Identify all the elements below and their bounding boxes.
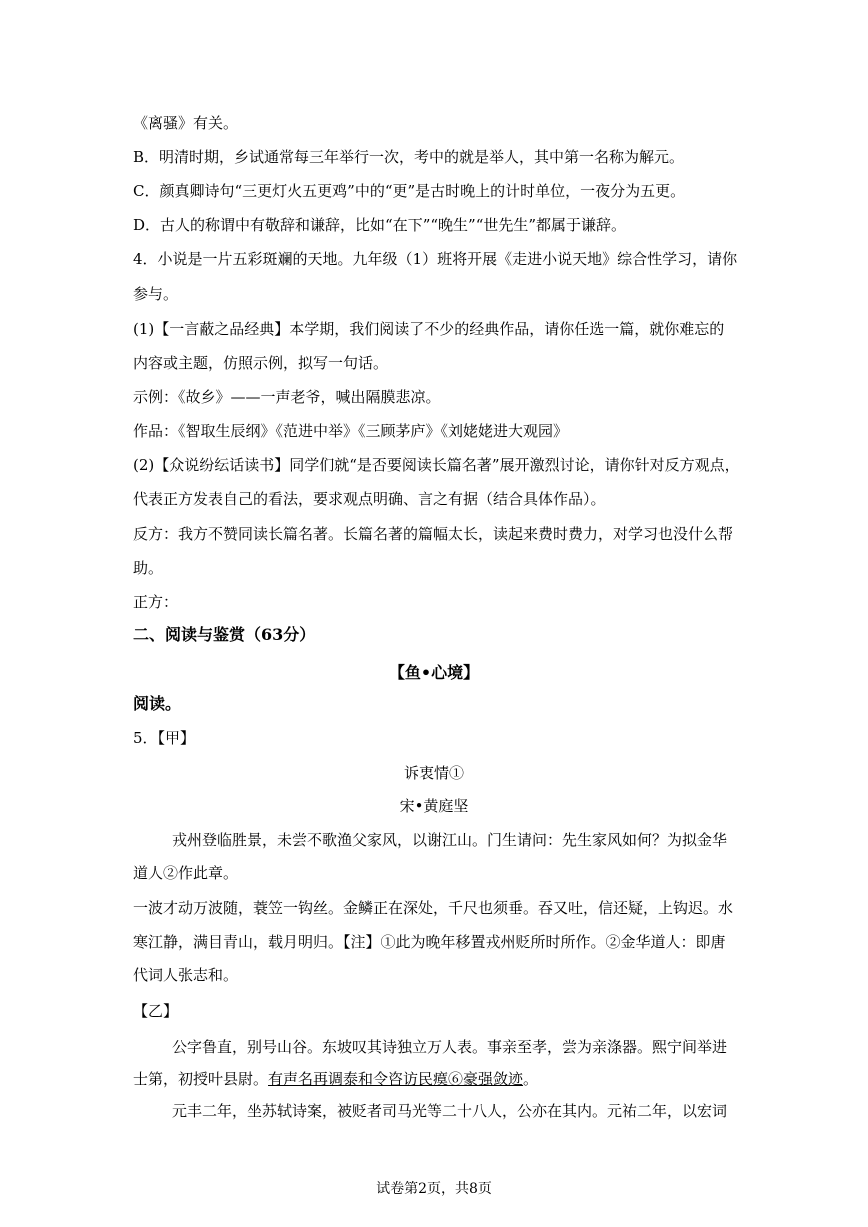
example-line: 示例：《故乡》——一声老爷，喊出隔膜悲凉。 [133,388,441,406]
subsection-title: 【鱼•心境】 [388,663,480,682]
affirmative-line: 正方： [133,593,179,611]
subquestion-2-line-2: 代表正方发表自己的看法，要求观点明确、言之有据（结合具体作品）。 [133,490,606,508]
passage-yi-line-3: 元丰二年，坐苏轼诗案，被贬者司马光等二十八人，公亦在其内。元祐二年，以宏词 [172,1102,728,1120]
subquestion-2-line-1: (2)【众说纷纭话读书】同学们就“是否要阅读长篇名著”展开激烈讨论，请你针对反方观点， [133,456,740,474]
poem-body-line-2: 寒江静，满目青山，载月明归。【注】①此为晚年移置戎州贬所时所作。②金华道人：即唐 [133,933,726,951]
passage-yi-line-1: 公字鲁直，别号山谷。东坡叹其诗独立万人表。事亲至孝，尝为亲涤器。熙宁间举进 [172,1038,728,1056]
subquestion-1-line-1: (1)【一言蔽之品经典】本学期，我们阅读了不少的经典作品，请你任选一篇，就你难忘的 [133,320,725,338]
passage-yi-line-2 [133,1068,538,1090]
question-4-line-1: 4．小说是一片五彩斑斓的天地。九年级（1）班将开展《走进小说天地》综合性学习，请你 [133,250,738,268]
poem-preface-line-2: 道人②作此章。 [133,864,239,882]
passage-yi-label: 【乙】 [133,1002,179,1020]
subquestion-1-line-2: 内容或主题，仿照示例，拟写一句话。 [133,354,389,372]
opposing-view-line-2: 助。 [133,559,164,577]
page-footer: 试卷第2页，共8页 [376,1181,492,1197]
read-label: 阅读。 [133,694,182,713]
body-line-1: 《离骚》有关。 [133,114,239,132]
underlined-sentence: 有声名再调泰和令咨访民瘼⑥豪强敛迹 [268,1070,524,1088]
poem-body-line-3: 代词人张志和。 [133,966,239,984]
question-4-line-2: 参与。 [133,285,179,303]
option-c: C．颜真卿诗句“三更灯火五更鸡”中的“更”是古时晚上的计时单位，一夜分为五更。 [133,182,686,200]
option-b: B．明清时期，乡试通常每三年举行一次，考中的就是举人，其中第一名称为解元。 [133,148,685,166]
question-5-label: 5．【甲】 [133,729,196,747]
poem-author: 宋•黄庭坚 [399,797,469,815]
option-d: D．古人的称谓中有敬辞和谦辞，比如“在下”“晚生”“世先生”都属于谦辞。 [133,216,627,234]
poem-preface-line-1: 戎州登临胜景，未尝不歌渔父家风，以谢江山。门生请问：先生家风如何？为拟金华 [172,831,728,849]
passage-yi-line-2-end: 。 [523,1070,539,1088]
opposing-view-line-1: 反方：我方不赞同读长篇名著。长篇名著的篇幅太长，读起来费时费力，对学习也没什么帮 [133,525,734,543]
passage-yi-line-2-start: 士第，初授叶县尉。 [133,1070,269,1088]
works-line: 作品：《智取生辰纲》《范进中举》《三顾茅庐》《刘姥姥进大观园》 [133,422,569,440]
poem-title: 诉衷情① [403,764,464,782]
poem-body-line-1: 一波才动万波随，蓑笠一钩丝。金鳞正在深处，千尺也须垂。吞又吐，信还疑，上钩迟。水 [133,899,734,917]
section-title: 二、阅读与鉴赏（63分） [133,625,316,644]
